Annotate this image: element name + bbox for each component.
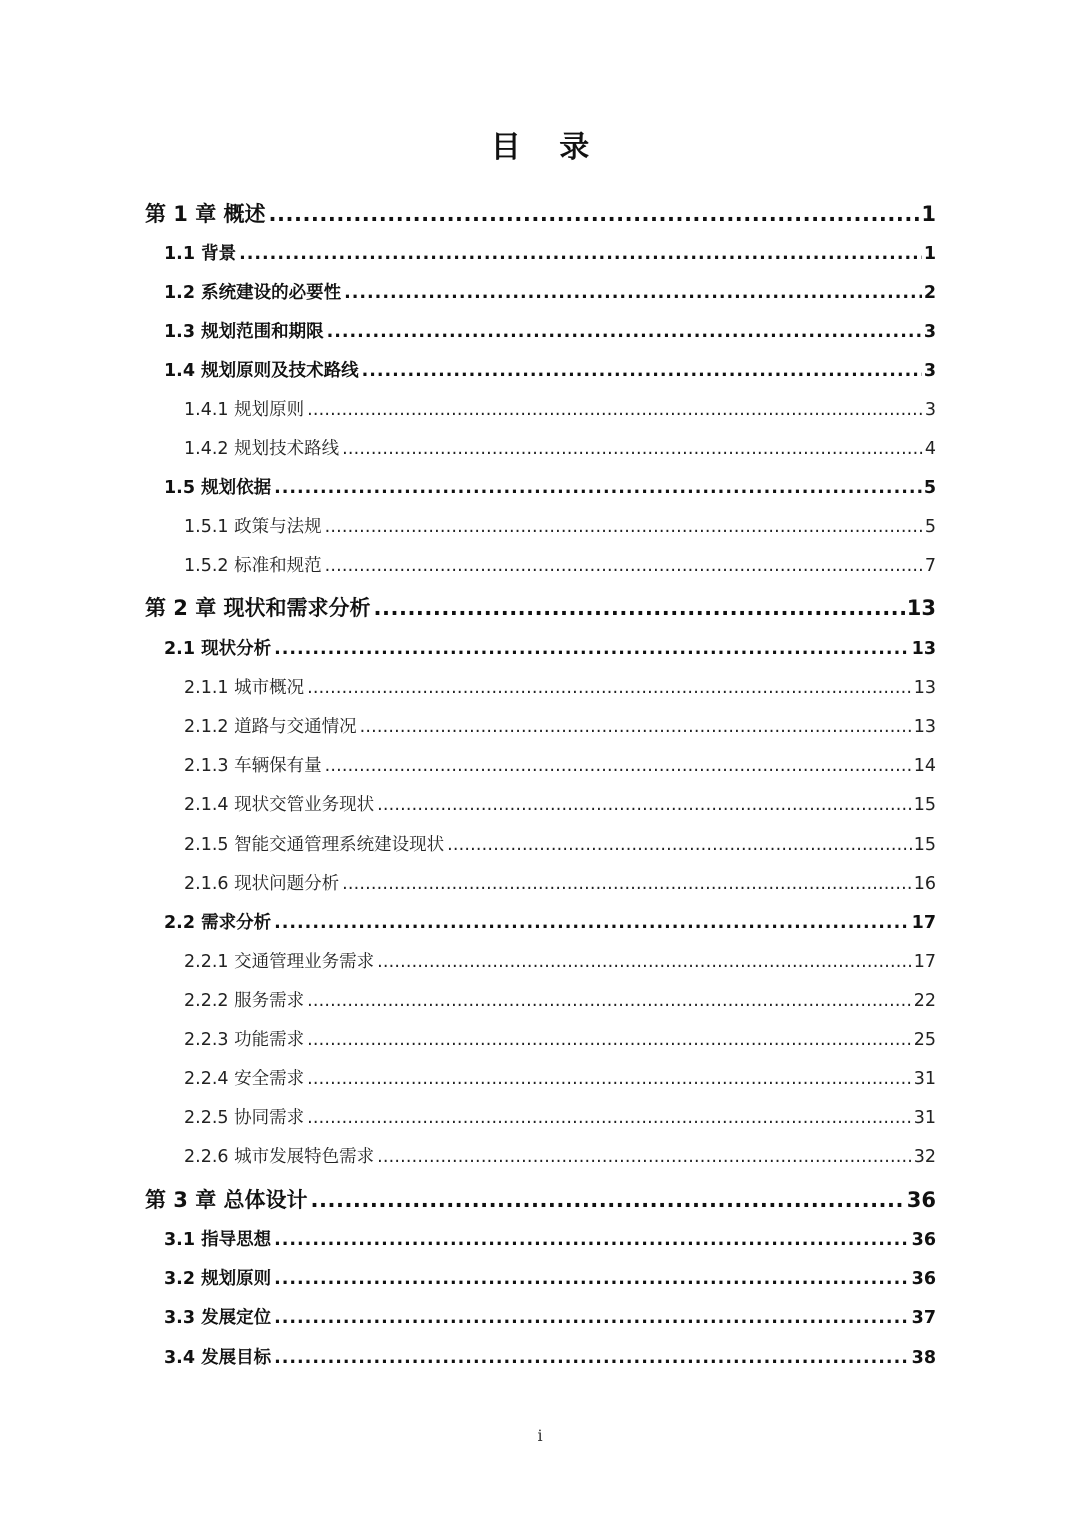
toc-entry-page-number: 32 (913, 1147, 936, 1167)
toc-entry-level-2[interactable] (164, 472, 936, 504)
toc-entry-label: 第 1 章 概述 (145, 202, 266, 226)
toc-entry-label: 2.2 需求分析 (164, 913, 272, 933)
toc-dot-leader (377, 946, 912, 978)
toc-dot-leader (307, 1063, 912, 1095)
toc-entry-page-number: 5 (923, 478, 936, 498)
toc-entry-level-3[interactable] (184, 985, 936, 1017)
toc-entry-label: 2.2.3 功能需求 (184, 1030, 305, 1050)
toc-dot-leader (307, 672, 912, 704)
toc-entry-page-number: 25 (913, 1030, 936, 1050)
toc-dot-leader (342, 433, 923, 465)
toc-dot-leader (274, 633, 910, 665)
toc-entry-label: 1.3 规划范围和期限 (164, 322, 324, 342)
toc-dot-leader (325, 511, 923, 543)
toc-entry-label: 3.2 规划原则 (164, 1269, 272, 1289)
toc-entry-label: 1.2 系统建设的必要性 (164, 283, 342, 303)
toc-dot-leader (377, 789, 912, 821)
toc-entry-level-2[interactable] (164, 633, 936, 665)
toc-dot-leader (274, 472, 922, 504)
toc-entry-label: 第 2 章 现状和需求分析 (145, 596, 371, 620)
toc-entry-level-3[interactable] (184, 672, 936, 704)
toc-entry-label: 2.2.1 交通管理业务需求 (184, 952, 375, 972)
toc-entry-label: 1.1 背景 (164, 244, 237, 264)
toc-entry-level-3[interactable] (184, 550, 936, 582)
toc-dot-leader (342, 868, 912, 900)
toc-entry-level-3[interactable] (184, 946, 936, 978)
toc-entry-level-2[interactable] (164, 1263, 936, 1295)
toc-entry-level-3[interactable] (184, 1141, 936, 1173)
toc-entry-label: 1.5 规划依据 (164, 478, 272, 498)
toc-dot-leader (327, 316, 922, 348)
toc-dot-leader (307, 1024, 912, 1056)
toc-entry-level-2[interactable] (164, 1224, 936, 1256)
toc-entry-level-3[interactable] (184, 433, 936, 465)
toc-entry-label: 3.1 指导思想 (164, 1230, 272, 1250)
toc-entry-label: 2.1 现状分析 (164, 639, 272, 659)
toc-entry-page-number: 31 (913, 1108, 936, 1128)
toc-title: 目 录 (490, 130, 604, 165)
toc-entry-level-3[interactable] (184, 868, 936, 900)
toc-entry-level-3[interactable] (184, 394, 936, 426)
toc-entry-level-2[interactable] (164, 907, 936, 939)
toc-entry-label: 2.1.2 道路与交通情况 (184, 717, 357, 737)
toc-entry-label: 2.1.3 车辆保有量 (184, 756, 322, 776)
toc-entry-label: 2.2.6 城市发展特色需求 (184, 1147, 375, 1167)
toc-entry-page-number: 15 (913, 835, 936, 855)
toc-entry-page-number: 3 (924, 400, 936, 420)
toc-dot-leader (274, 1224, 910, 1256)
toc-entry-page-number: 13 (906, 596, 936, 620)
toc-entry-level-3[interactable] (184, 750, 936, 782)
toc-entry-page-number: 17 (911, 913, 936, 933)
toc-entry-page-number: 37 (911, 1308, 936, 1328)
toc-entry-page-number: 36 (906, 1188, 936, 1212)
toc-entry-page-number: 3 (923, 361, 936, 381)
toc-entry-page-number: 36 (911, 1230, 936, 1250)
toc-entry-label: 2.2.5 协同需求 (184, 1108, 305, 1128)
toc-dot-leader (274, 1263, 910, 1295)
toc-dot-leader (274, 1302, 910, 1334)
toc-dot-leader (274, 907, 910, 939)
toc-entry-label: 2.2.4 安全需求 (184, 1069, 305, 1089)
toc-entry-level-3[interactable] (184, 1024, 936, 1056)
toc-entry-level-3[interactable] (184, 829, 936, 861)
toc-entry-page-number: 15 (913, 795, 936, 815)
toc-dot-leader (362, 355, 922, 387)
toc-dot-leader (360, 711, 912, 743)
toc-entry-page-number: 31 (913, 1069, 936, 1089)
toc-entry-label: 1.5.2 标准和规范 (184, 556, 322, 576)
toc-entry-level-2[interactable] (164, 355, 936, 387)
toc-entry-page-number: 38 (911, 1348, 936, 1368)
toc-entry-page-number: 13 (913, 678, 936, 698)
toc-entry-level-2[interactable] (164, 316, 936, 348)
toc-entry-label: 1.4.2 规划技术路线 (184, 439, 340, 459)
toc-entry-page-number: 2 (923, 283, 936, 303)
toc-entry-level-2[interactable] (164, 1302, 936, 1334)
toc-dot-leader (239, 238, 922, 270)
toc-entry-label: 2.1.5 智能交通管理系统建设现状 (184, 835, 445, 855)
toc-dot-leader (307, 1102, 912, 1134)
toc-entry-label: 1.4 规划原则及技术路线 (164, 361, 359, 381)
toc-entry-level-1[interactable] (145, 196, 936, 232)
toc-dot-leader (274, 1342, 910, 1374)
toc-entry-page-number: 13 (911, 639, 936, 659)
toc-entry-page-number: 22 (913, 991, 936, 1011)
page-number: i (537, 1426, 543, 1445)
toc-dot-leader (374, 590, 905, 626)
toc-dot-leader (377, 1141, 912, 1173)
toc-dot-leader (447, 829, 912, 861)
toc-dot-leader (307, 394, 923, 426)
toc-entry-level-3[interactable] (184, 711, 936, 743)
toc-entry-page-number: 7 (924, 556, 936, 576)
toc-entry-label: 2.1.4 现状交管业务现状 (184, 795, 375, 815)
toc-entry-level-3[interactable] (184, 511, 936, 543)
toc-entry-label: 2.1.1 城市概况 (184, 678, 305, 698)
toc-dot-leader (344, 277, 922, 309)
toc-entry-page-number: 14 (913, 756, 936, 776)
toc-entry-page-number: 13 (913, 717, 936, 737)
toc-dot-leader (311, 1182, 905, 1218)
toc-entry-level-1[interactable] (145, 1182, 936, 1218)
toc-entry-page-number: 1 (921, 202, 936, 226)
toc-dot-leader (269, 196, 920, 232)
toc-entry-level-3[interactable] (184, 1102, 936, 1134)
toc-entry-page-number: 4 (924, 439, 936, 459)
toc-entry-label: 2.2.2 服务需求 (184, 991, 305, 1011)
toc-entry-label: 3.4 发展目标 (164, 1348, 272, 1368)
toc-entry-label: 1.5.1 政策与法规 (184, 517, 322, 537)
toc-entry-page-number: 5 (924, 517, 936, 537)
toc-dot-leader (325, 550, 923, 582)
toc-entry-label: 第 3 章 总体设计 (145, 1188, 308, 1212)
toc-entry-page-number: 17 (913, 952, 936, 972)
toc-entry-level-2[interactable] (164, 238, 936, 270)
toc-entry-page-number: 1 (923, 244, 936, 264)
toc-entry-label: 3.3 发展定位 (164, 1308, 272, 1328)
toc-entry-level-2[interactable] (164, 1342, 936, 1374)
toc-entry-level-3[interactable] (184, 1063, 936, 1095)
toc-entry-page-number: 3 (923, 322, 936, 342)
toc-dot-leader (307, 985, 912, 1017)
toc-entry-label: 1.4.1 规划原则 (184, 400, 305, 420)
toc-entry-level-1[interactable] (145, 590, 936, 626)
toc-entry-level-2[interactable] (164, 277, 936, 309)
toc-entry-page-number: 36 (911, 1269, 936, 1289)
toc-entry-label: 2.1.6 现状问题分析 (184, 874, 340, 894)
toc-dot-leader (325, 750, 912, 782)
toc-entry-page-number: 16 (913, 874, 936, 894)
toc-entry-level-3[interactable] (184, 789, 936, 821)
